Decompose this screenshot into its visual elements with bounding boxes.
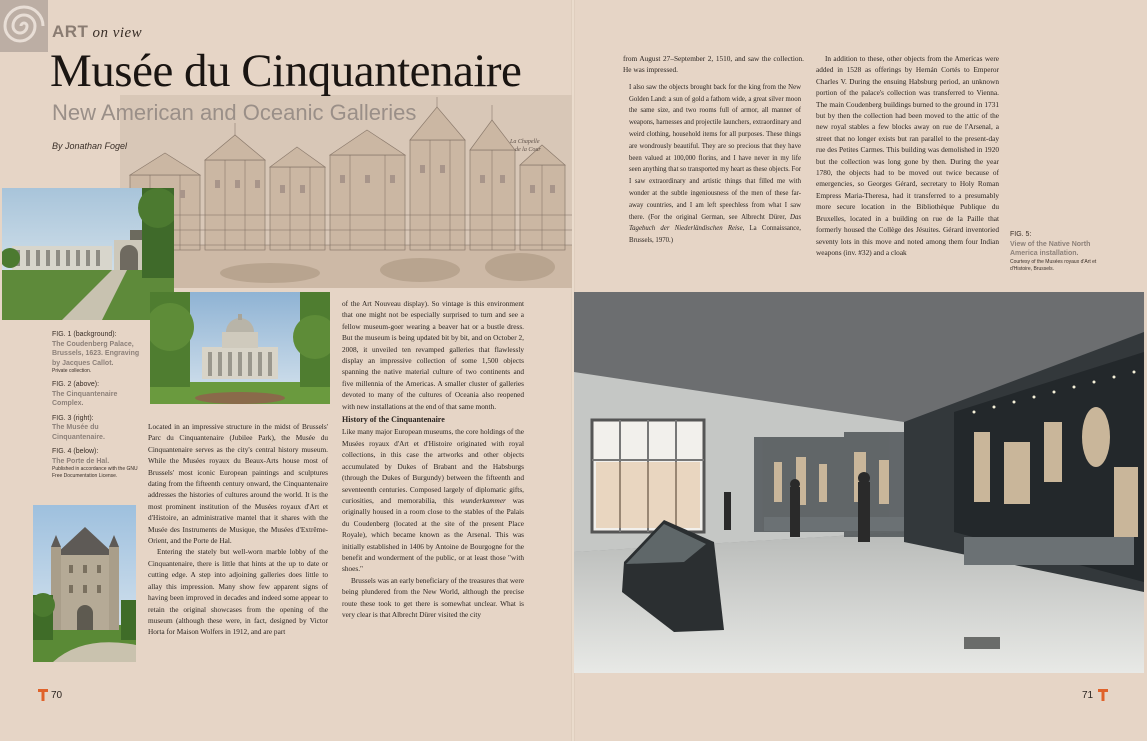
col2-paragraph-2b: was originally housed in a room close to the stables of the Palais du Coudenberg (located at the site of the present Place Royale), which became known as the Arsenal. This was initially established in 1406 by Antoine de Bourgogne for the benefit and wonderment of the public, or at least those "with shoes." xyxy=(342,495,524,574)
quote-em: Das Tagebuch der Niederländischen Reise xyxy=(629,213,801,233)
fig5-caption xyxy=(1010,230,1100,273)
fig2-label: FIG. 2 (above): xyxy=(52,381,100,388)
fig1-credit: Private collection. xyxy=(52,368,92,374)
fig4-label: FIG. 4 (below): xyxy=(52,448,99,455)
body-column-2 xyxy=(342,298,524,670)
native-north-america-gallery-photo xyxy=(574,292,1144,673)
fig5-title: View of the Native North America installation. xyxy=(1010,240,1091,257)
body-column-4 xyxy=(816,53,999,291)
fig3-label: FIG. 3 (right): xyxy=(52,414,94,422)
kicker-em: on view xyxy=(92,25,143,41)
page-number-left: 70 xyxy=(51,690,63,701)
fig5-label: FIG. 5: xyxy=(1010,231,1032,238)
col2-paragraph-2-em: wunderkammer xyxy=(460,495,506,505)
article-title: Musée du Cinquantenaire xyxy=(50,45,522,97)
fig1-caption xyxy=(52,330,146,375)
fig2-title: The Cinquantenaire Complex. xyxy=(52,390,118,407)
fig3-title: The Musée du Cinquantenaire. xyxy=(52,424,105,441)
article-subtitle: New American and Oceanic Galleries xyxy=(52,100,417,125)
fig3-caption xyxy=(52,414,146,443)
section-heading: History of the Cinquantenaire xyxy=(342,415,445,425)
col2-paragraph-1: of the Art Nouveau display). So vintage is this environment that one might not be especially surprised to turn and see a fellow museum-goer wearing a beaver hat or a bustle dress. But the museum is being updated bit by bit, and on October 2, 2008, it unveiled ten revamped galleries that flawlessly display an impressive collection of some 1,500 objects spanning the native material culture of two continents and five millennia of the Americas. A smaller cluster of galleries devoted to many of the cultures of Oceania also reopened with new installations at the end of that same month. xyxy=(342,299,524,411)
fig4-title: The Porte de Hal. xyxy=(52,457,110,465)
fig4-credit: Published in accordance with the GNU Free Documentation License. xyxy=(52,466,138,479)
musee-cinquantenaire-photo xyxy=(150,292,330,404)
magazine-logo-icon xyxy=(38,689,48,701)
page-number-right: 71 xyxy=(1082,690,1094,701)
durer-blockquote xyxy=(629,82,801,247)
quote-part-b: , La Connaissance, Brussels, 1970.) xyxy=(629,225,801,245)
section-kicker xyxy=(52,22,142,42)
body-column-3 xyxy=(623,53,804,288)
fig1-label: FIG. 1 (background): xyxy=(52,331,117,338)
col1-paragraph-2: Entering the stately but well-worn marble lobby of the Cinquantenaire, there is little that hints at the up to date or cutting edge. A step into adjoining galleries does little to allay this impression. Many show few apparent signs of having been improved in decades and indeed some appear to retain the original showcases from the opening of the museum (although these were, in fact, designed by Victor Horta for Maison Wolfers in 1912, and are part xyxy=(148,547,328,637)
col1-paragraph-1: Located in an impressive structure in the midst of Brussels' Parc du Cinquantenaire (Jubilee Park), the Musée du Cinquantenaire serves as the city's central history museum. While the Musées royaux du Beaux-Arts house most of Brussels' most iconic European paintings and sculptures dating from the fifteenth century onward, the Cinquantenaire addresses the histories of cultures around the world. It is the most prominent institution of the Musées royaux d'Art et d'Histoire, an administrative mantel that it shares with the Musée des Instruments de Musique, the Musées d'Extrême-Orient, and the Porte de Hal. xyxy=(148,422,328,546)
fig1-title: The Coudenberg Palace, Brussels, 1623. Engraving by Jacques Callot. xyxy=(52,340,140,367)
col2-paragraph-2a: Like many major European museums, the core holdings of the Musées royaux d'Art et d'Histoire originated with royal collections, in this case the artworks and other objects accumulated by Dukes of Brabant and the Habsburgs (through the Dukes of Burgundy) between the fifteenth and seventeenth centuries. Composed largely of diplomatic gifts, curiosities, and memorabilia, this xyxy=(342,427,524,505)
magazine-logo-icon-right xyxy=(1098,689,1108,701)
engraving-label-1: La Chapelle xyxy=(510,139,540,145)
swirl-logo-icon xyxy=(0,0,48,52)
fig5-credit: Courtesy of the Musées royaux d'Art et d'Histoire, Brussels. xyxy=(1010,258,1097,272)
quote-part-a: I also saw the objects brought back for the king from the New Golden Land: a sun of gold a fathom wide, a great silver moon the same size, and two rooms full of armor, all manner of weapons, harnesses and projectile launchers, extraordinary and weird clothing, household items for all purposes. These things are wondrously beautiful. They are so precious that they have been valued at 100,000 florins, and I have never in my life seen anything that so transported my heart as these objects. For I saw extraordinary and artistic things that filled me with wonder at the subtle ingeniousness of the men of these far-away countries, and I am left speechless from what I saw there. (For the original German, see Albrecht Dürer, xyxy=(629,83,801,221)
engraving-label-2: de la Cour xyxy=(515,147,541,153)
cinquantenaire-complex-photo xyxy=(2,188,174,320)
fig2-caption xyxy=(52,380,146,409)
byline: By Jonathan Fogel xyxy=(52,141,128,151)
col4-paragraph-1: In addition to these, other objects from the Americas were added in 1528 as offerings by Hernán Cortés to Emperor Charles V. During the ensuing Habsburg period, an unknown portion of the palace's collection was transferred to Vienna. The main Coudenberg buildings burned to the ground in 1731 but by then the collection had been moved to the attic of the new royal stables a few blocks away on rue de l'Arsenal, a street that no longer exists but ran parallel to the present-day rue des Petites Carmes. This building was demolished in 1920 but the collection was long gone by then. During the year 1780, the objects had to be moved out twice because of emergencies, so Georges Gérard, secretary to Holy Roman Empress Maria-Theresa, had it transferred to a presumably more secure location in the Bibliothèque Publique du Bruxelles, located in a building on rue de la Paille that formerly housed the Collège des Jésuites. Gérard inventoried seventy lots in this move and noted among them four Indian weapons (inv. #32) and a cloak xyxy=(816,54,999,257)
kicker-strong: ART xyxy=(52,22,89,41)
col2-paragraph-3: Brussels was an early beneficiary of the treasures that were being plundered from the New World, although the precise route these took to get there is somewhat unclear. What is very clear is that Albrecht Dürer visited the city xyxy=(342,575,524,619)
fig4-caption xyxy=(52,447,146,480)
body-column-1 xyxy=(148,421,328,671)
caption-stack xyxy=(52,330,146,485)
col2-paragraph-2 xyxy=(342,426,524,574)
porte-de-hal-photo xyxy=(33,505,136,662)
col3-paragraph-1: from August 27–September 2, 1510, and saw the collection. He was impressed. xyxy=(623,54,804,75)
